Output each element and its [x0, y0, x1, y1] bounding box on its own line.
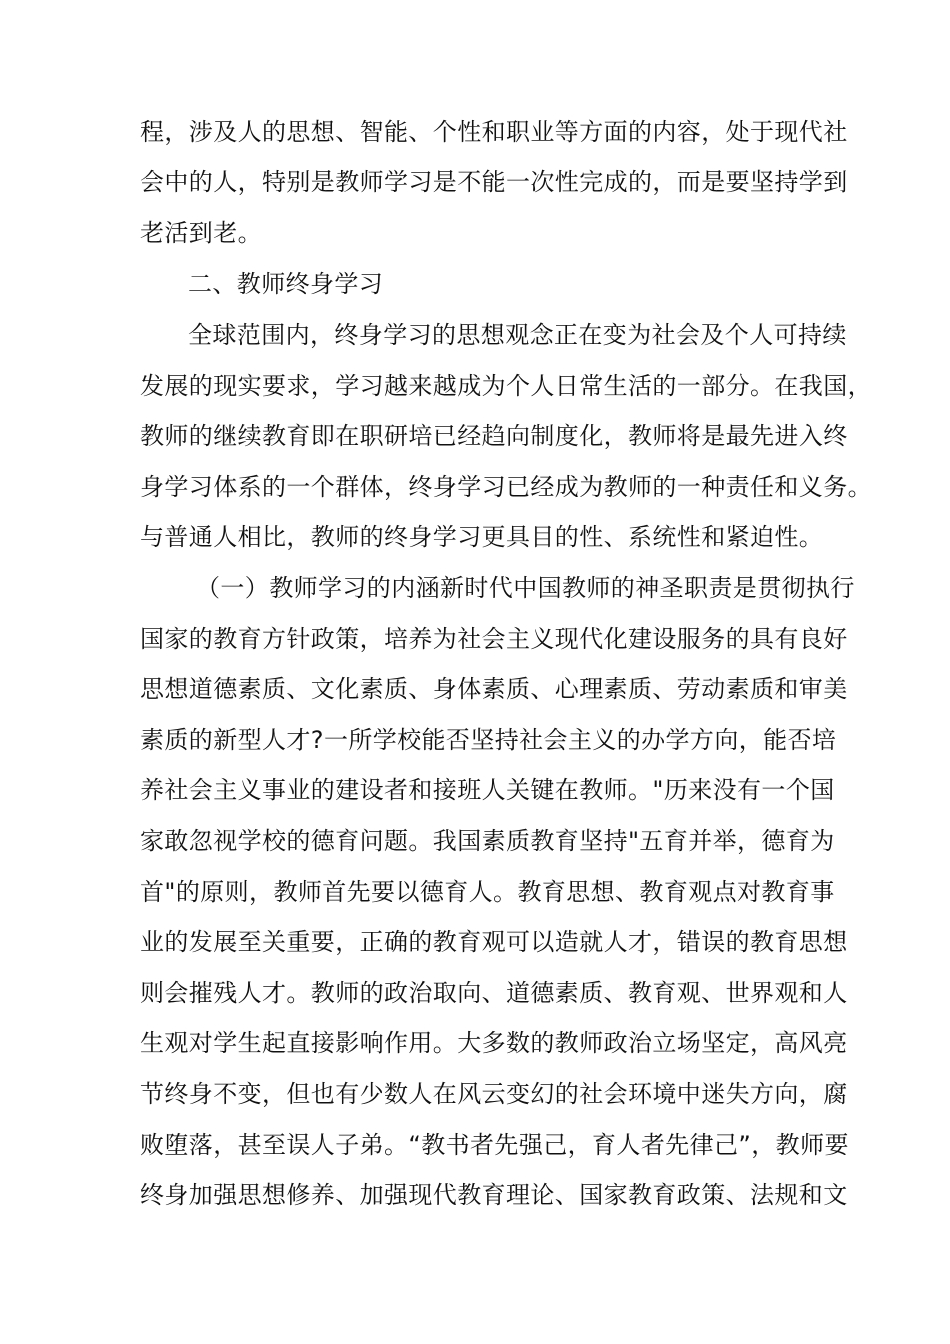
- paragraph-line: 会中的人，特别是教师学习是不能一次性完成的，而是要坚持学到: [140, 168, 848, 196]
- paragraph-line: 全球范围内，终身学习的思想观念正在变为社会及个人可持续: [188, 321, 847, 349]
- paragraph-line: 教师的继续教育即在职研培已经趋向制度化，教师将是最先进入终: [140, 422, 848, 450]
- paragraph-line: 与普通人相比，教师的终身学习更具目的性、系统性和紧迫性。: [140, 523, 824, 551]
- subsection-heading-line: （一）教师学习的内涵新时代中国教师的神圣职责是贯彻执行: [196, 574, 855, 602]
- paragraph-line: 养社会主义事业的建设者和接班人关键在教师。"历来没有一个国: [140, 776, 835, 804]
- paragraph-line: 则会摧残人才。教师的政治取向、道德素质、教育观、世界观和人: [140, 979, 848, 1007]
- paragraph-line: 首"的原则，教师首先要以德育人。教育思想、教育观点对教育事: [140, 878, 835, 906]
- paragraph-line: 程，涉及人的思想、智能、个性和职业等方面的内容，处于现代社: [140, 118, 848, 146]
- section-heading: 二、教师终身学习: [188, 270, 384, 298]
- paragraph-line: 素质的新型人才?一所学校能否坚持社会主义的办学方向，能否培: [140, 726, 837, 754]
- paragraph-line: 节终身不变，但也有少数人在风云变幻的社会环境中迷失方向，腐: [140, 1080, 848, 1108]
- paragraph-line: 国家的教育方针政策，培养为社会主义现代化建设服务的具有良好: [140, 625, 848, 653]
- paragraph-line: 老活到老。: [140, 219, 262, 247]
- paragraph-line: 家敢忽视学校的德育问题。我国素质教育坚持"五育并举，德育为: [140, 827, 835, 855]
- paragraph-line: 败堕落，甚至误人子弟。“教书者先强己，育人者先律己”，教师要: [140, 1131, 849, 1159]
- paragraph-line: 终身加强思想修养、加强现代教育理论、国家教育政策、法规和文: [140, 1181, 848, 1209]
- paragraph-line: 生观对学生起直接影响作用。大多数的教师政治立场坚定，高风亮: [140, 1029, 848, 1057]
- paragraph-line: 身学习体系的一个群体，终身学习已经成为教师的一种责任和义务。: [140, 473, 872, 501]
- paragraph-line: 思想道德素质、文化素质、身体素质、心理素质、劳动素质和审美: [140, 675, 848, 703]
- paragraph-line: 发展的现实要求，学习越来越成为个人日常生活的一部分。在我国，: [140, 372, 872, 400]
- paragraph-line: 业的发展至关重要，正确的教育观可以造就人才，错误的教育思想: [140, 928, 848, 956]
